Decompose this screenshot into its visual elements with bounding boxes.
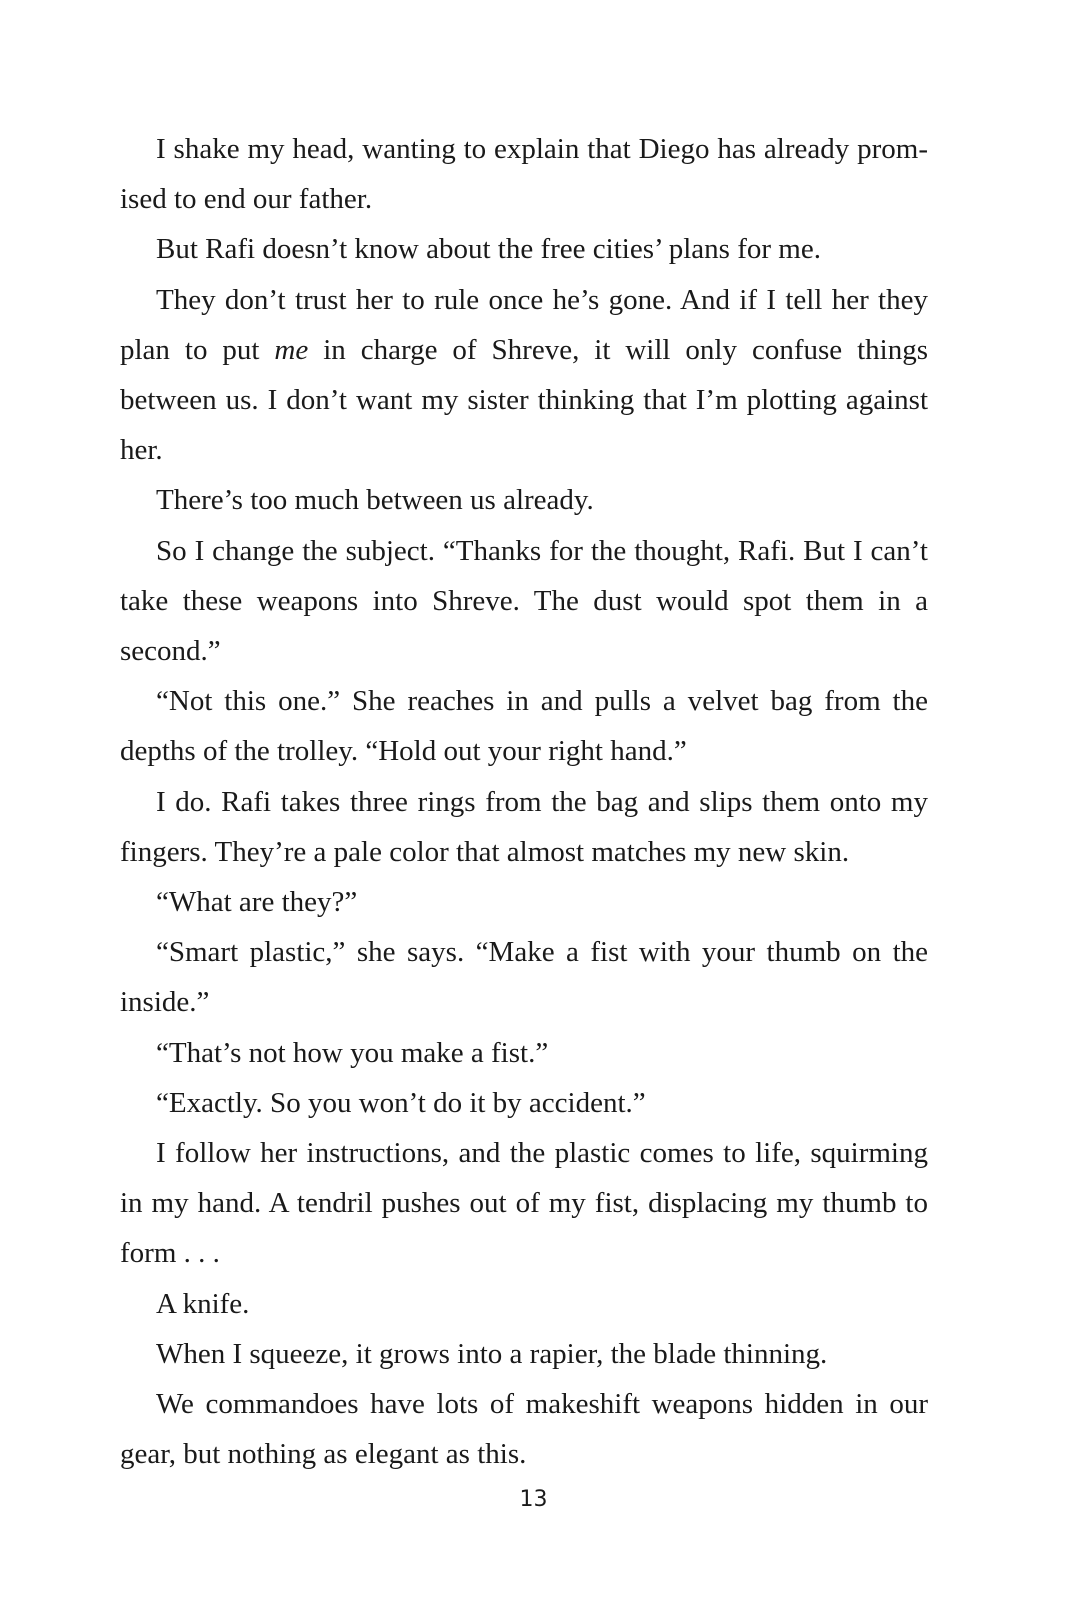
paragraph: “That’s not how you make a fist.” — [156, 1036, 549, 1069]
paragraph: “Smart plastic,” she says. “Make a fist with your thumb on the inside.” — [120, 936, 928, 1019]
paragraph: When I squeeze, it grows into a rapier, the blade thinning. — [156, 1337, 828, 1370]
paragraph: I shake my head, wanting to explain that Diego has already promised to end our father. — [120, 133, 928, 216]
page-number: 13 — [519, 1487, 548, 1512]
italic-word: me — [274, 333, 309, 366]
paragraph: I follow her instructions, and the plastic comes to life, squirming in my hand. A tendril pushes out of my fist, displacing my thumb to form . . . — [120, 1137, 928, 1270]
paragraph: A knife. — [156, 1287, 250, 1320]
paragraph: “Not this one.” She reaches in and pulls a velvet bag from the depths of the trolley. “Hold out your right hand.” — [120, 685, 928, 768]
paragraph: I do. Rafi takes three rings from the bag and slips them onto my fingers. They’re a pale color that almost matches my new skin. — [120, 785, 928, 868]
paragraph: “What are they?” — [156, 886, 358, 919]
paragraph: But Rafi doesn’t know about the free cities’ plans for me. — [156, 233, 821, 266]
body-text — [120, 124, 928, 1479]
paragraph: “Exactly. So you won’t do it by accident.” — [156, 1086, 646, 1119]
paragraph: We commandoes have lots of makeshift weapons hidden in our gear, but nothing as elegant as this. — [120, 1388, 928, 1471]
paragraph: There’s too much between us already. — [156, 484, 594, 517]
paragraph-with-italic: They don’t trust her to rule once he’s gone. And if I tell her they plan to put me in charge of Shreve, it will only confuse things between us. I don’t want my sister thinking that I’m plotting against her. — [120, 283, 928, 467]
paragraph: So I change the subject. “Thanks for the thought, Rafi. But I can’t take these weapons into Shreve. The dust would spot them in a second.” — [120, 534, 928, 668]
